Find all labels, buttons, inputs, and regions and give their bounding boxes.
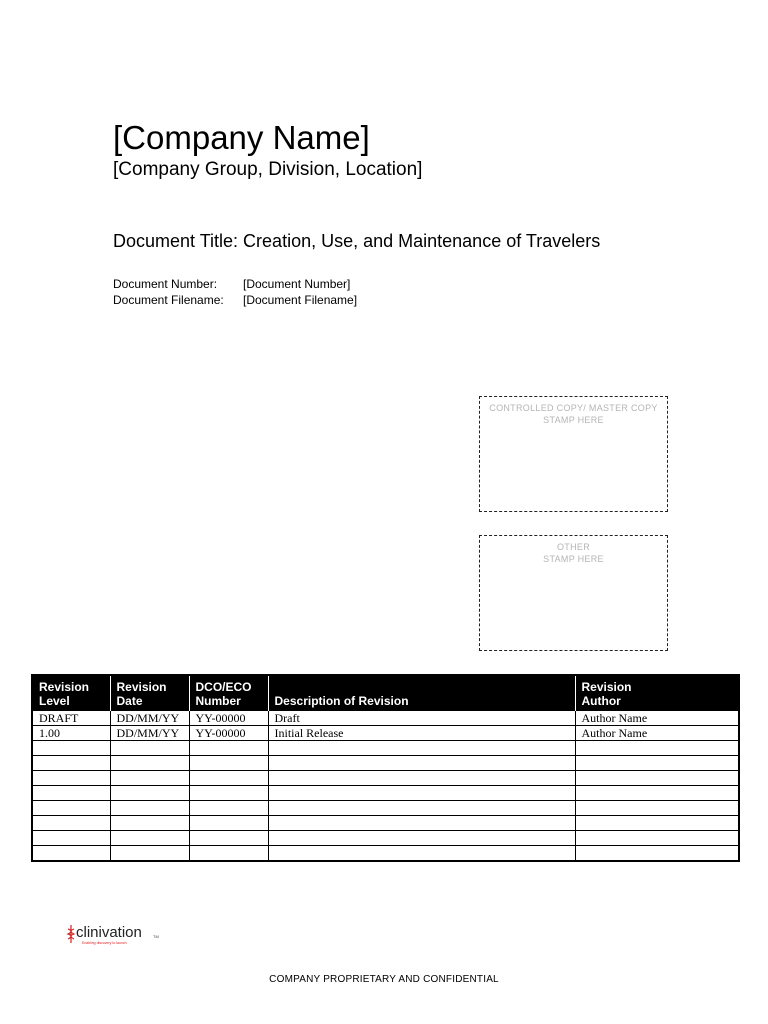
logo-wordmark: clinivation xyxy=(76,924,142,941)
revision-table xyxy=(31,674,740,862)
cell-revision-date xyxy=(110,741,189,756)
cell-revision-level xyxy=(32,771,110,786)
revision-table-header xyxy=(32,675,739,711)
cell-description xyxy=(268,786,575,801)
document-title: Document Title: Creation, Use, and Maintenance of Travelers xyxy=(113,231,601,251)
cell-dco-eco-number: YY-00000 xyxy=(189,711,268,726)
table-row xyxy=(32,801,739,816)
cell-revision-author xyxy=(575,771,739,786)
header-dco-eco-number: DCO/ECO Number xyxy=(189,675,268,711)
company-name: [Company Name] xyxy=(113,119,370,156)
cell-dco-eco-number xyxy=(189,801,268,816)
table-row xyxy=(32,741,739,756)
logo-trademark: TM xyxy=(153,934,159,939)
cell-dco-eco-number xyxy=(189,786,268,801)
cell-revision-level xyxy=(32,831,110,846)
cell-revision-author xyxy=(575,786,739,801)
cell-revision-level: DRAFT xyxy=(32,711,110,726)
table-row xyxy=(32,756,739,771)
stamp-line: STAMP HERE xyxy=(543,415,604,425)
cell-description xyxy=(268,771,575,786)
table-row xyxy=(32,786,739,801)
cell-description xyxy=(268,816,575,831)
header-description: Description of Revision xyxy=(268,675,575,711)
cell-revision-date xyxy=(110,771,189,786)
document-filename-label: Document Filename: xyxy=(113,293,224,307)
cell-revision-level xyxy=(32,816,110,831)
cell-revision-author xyxy=(575,801,739,816)
stamp-line: STAMP HERE xyxy=(543,554,604,564)
cell-revision-level: 1.00 xyxy=(32,726,110,741)
other-stamp-box xyxy=(479,535,668,651)
cell-revision-level xyxy=(32,756,110,771)
footer-confidential: COMPANY PROPRIETARY AND CONFIDENTIAL xyxy=(269,974,499,985)
table-row xyxy=(32,846,739,862)
stamp-line: OTHER xyxy=(557,542,590,552)
document-number-value: [Document Number] xyxy=(243,277,351,291)
cell-description: Draft xyxy=(268,711,575,726)
cell-revision-author xyxy=(575,846,739,862)
cell-dco-eco-number xyxy=(189,846,268,862)
cell-dco-eco-number xyxy=(189,831,268,846)
cell-description xyxy=(268,756,575,771)
cell-revision-level xyxy=(32,846,110,862)
cell-revision-level xyxy=(32,741,110,756)
cell-description: Initial Release xyxy=(268,726,575,741)
revision-table-body xyxy=(32,711,739,862)
cell-dco-eco-number xyxy=(189,741,268,756)
cell-revision-date xyxy=(110,801,189,816)
cell-dco-eco-number xyxy=(189,816,268,831)
table-row xyxy=(32,771,739,786)
header-revision-level: Revision Level xyxy=(32,675,110,711)
cell-revision-date xyxy=(110,831,189,846)
document-number-label: Document Number: xyxy=(113,277,218,291)
table-row xyxy=(32,726,739,741)
cell-dco-eco-number xyxy=(189,771,268,786)
cell-revision-author xyxy=(575,831,739,846)
header-revision-date: Revision Date xyxy=(110,675,189,711)
cell-description xyxy=(268,831,575,846)
cell-revision-level xyxy=(32,786,110,801)
logo-tagline: Enabling discovery to launch xyxy=(82,941,127,945)
cell-revision-date xyxy=(110,786,189,801)
document-filename-value: [Document Filename] xyxy=(243,293,358,307)
cell-revision-date xyxy=(110,846,189,862)
cell-revision-author xyxy=(575,816,739,831)
cell-description xyxy=(268,801,575,816)
cell-revision-level xyxy=(32,801,110,816)
clinivation-logo xyxy=(66,924,166,950)
cell-revision-date xyxy=(110,756,189,771)
table-row xyxy=(32,816,739,831)
table-row xyxy=(32,711,739,726)
caduceus-icon xyxy=(66,924,76,944)
cell-revision-date xyxy=(110,816,189,831)
header-revision-author: Revision Author xyxy=(575,675,739,711)
cell-revision-author xyxy=(575,756,739,771)
cell-revision-date: DD/MM/YY xyxy=(110,726,189,741)
company-group: [Company Group, Division, Location] xyxy=(113,159,423,180)
stamp-line: CONTROLLED COPY/ MASTER COPY xyxy=(489,403,658,413)
cell-revision-author xyxy=(575,741,739,756)
table-row xyxy=(32,831,739,846)
cell-revision-author: Author Name xyxy=(575,726,739,741)
cell-revision-date: DD/MM/YY xyxy=(110,711,189,726)
cell-dco-eco-number: YY-00000 xyxy=(189,726,268,741)
controlled-copy-stamp-box xyxy=(479,396,668,512)
cell-description xyxy=(268,741,575,756)
cell-revision-author: Author Name xyxy=(575,711,739,726)
cell-description xyxy=(268,846,575,862)
cell-dco-eco-number xyxy=(189,756,268,771)
